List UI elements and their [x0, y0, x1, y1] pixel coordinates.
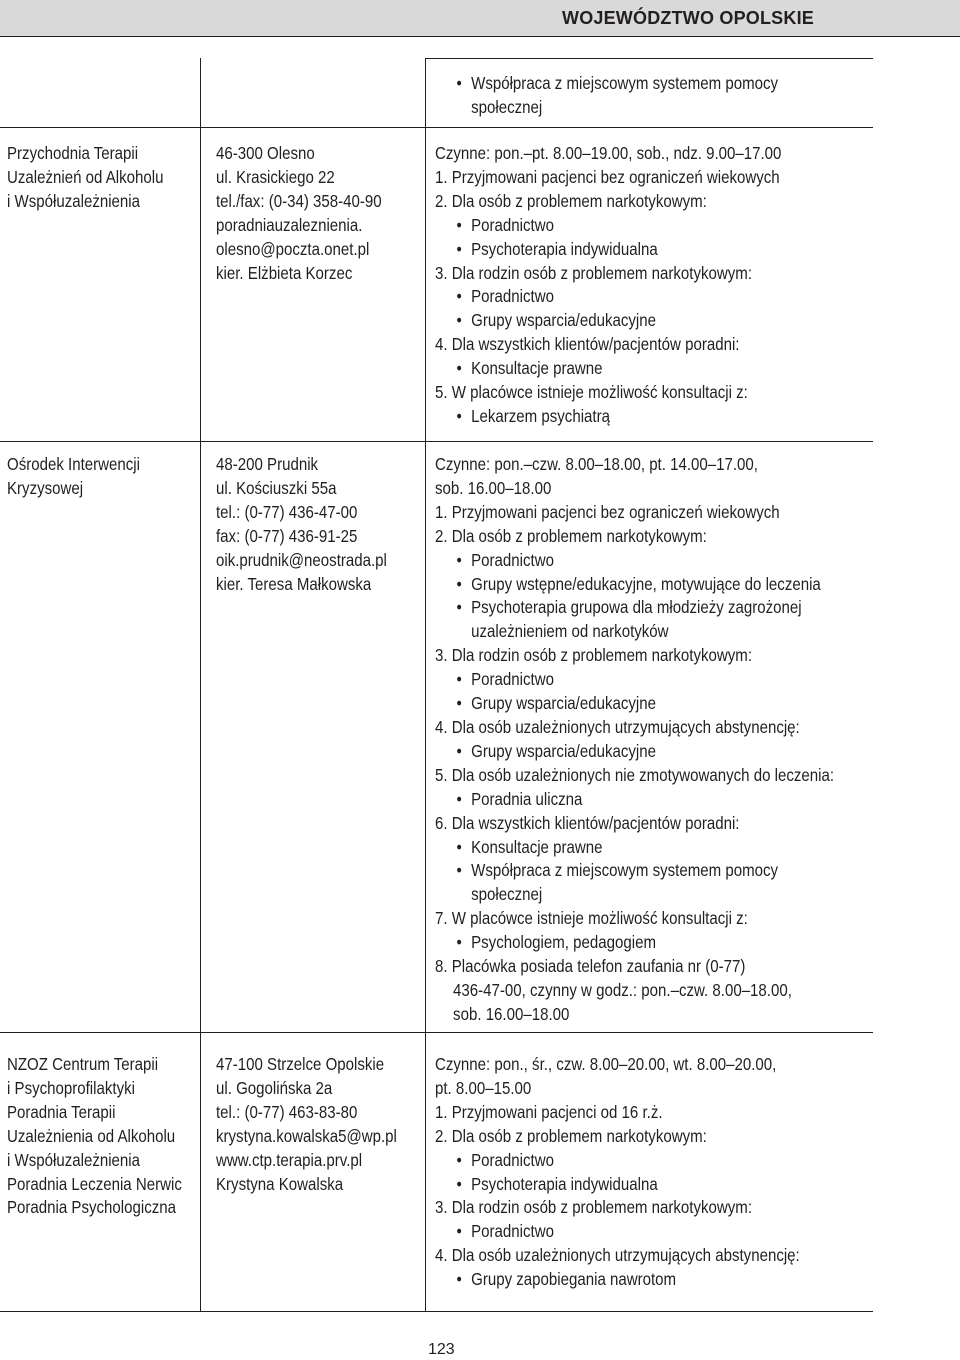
info-line: 8. Placówka posiada telefon zaufania nr (0-77): [435, 956, 746, 977]
page-header: [0, 0, 960, 37]
bullet-item: • Współpraca z miejscowym systemem pomocy: [435, 72, 778, 96]
info-line: 6. Dla wszystkich klientów/pacjentów poradni:: [435, 812, 740, 833]
table-bottom-border: [0, 1311, 873, 1312]
text-line: poradniauzaleznienia.: [216, 214, 363, 235]
text-line: Poradnia Psychologiczna: [7, 1197, 177, 1218]
bullet-item: • Psychoterapia indywidualna: [435, 1173, 800, 1197]
text-line: fax: (0-77) 436-91-25: [216, 525, 358, 546]
bullet-continuation: społecznej: [471, 884, 543, 905]
info-line: 2. Dla osób z problemem narkotykowym:: [435, 1125, 707, 1146]
text-line: i Współuzależnienia: [7, 190, 141, 211]
text-line: tel.: (0-77) 463-83-80: [216, 1101, 358, 1122]
info-line: 1. Przyjmowani pacjenci bez ograniczeń wiekowych: [435, 501, 780, 522]
bullet-item: • Poradnictwo: [435, 1149, 800, 1173]
row-divider-1: [0, 127, 873, 128]
text-line: 46-300 Olesno: [216, 143, 315, 163]
info-line: 2. Dla osób z problemem narkotykowym:: [435, 190, 707, 211]
continuation-cell: [435, 72, 834, 120]
row-divider-3: [0, 1032, 873, 1033]
info-line: 2. Dla osób z problemem narkotykowym:: [435, 525, 707, 546]
text-line: NZOZ Centrum Terapii: [7, 1054, 159, 1074]
info-line: Czynne: pon.–czw. 8.00–18.00, pt. 14.00–17.00,: [435, 454, 758, 474]
indented-line: 436-47-00, czynny w godz.: pon.–czw. 8.00–18.00,: [453, 979, 792, 1000]
bullet-item: • Grupy wstępne/edukacyjne, motywujące do leczenia: [435, 573, 834, 597]
bullet-item: • Psychologiem, pedagogiem: [435, 931, 834, 955]
entry-1-address-lines: [216, 142, 382, 285]
info-line: Czynne: pon.–pt. 8.00–19.00, sob., ndz. 9.00–17.00: [435, 143, 782, 163]
bullet-continuation: społecznej: [471, 96, 543, 117]
text-line: oik.prudnik@neostrada.pl: [216, 549, 387, 570]
info-line: 5. Dla osób uzależnionych nie zmotywowanych do leczenia:: [435, 764, 835, 785]
bullet-item: • Poradnictwo: [435, 549, 834, 573]
bullet-item: • Konsultacje prawne: [435, 836, 834, 860]
entry-3-info-lines: [435, 1053, 800, 1292]
entry-3-address-lines: [216, 1053, 397, 1196]
text-line: krystyna.kowalska5@wp.pl: [216, 1125, 397, 1146]
bullet-item: • Poradnictwo: [435, 214, 781, 238]
text-line: Ośrodek Interwencji: [7, 454, 141, 474]
bullet-item: • Grupy wsparcia/edukacyjne: [435, 740, 834, 764]
entry-2-info-lines: [435, 453, 834, 1027]
text-line: Uzależnień od Alkoholu: [7, 166, 164, 187]
text-line: ul. Kościuszki 55a: [216, 477, 337, 498]
info-line: 4. Dla wszystkich klientów/pacjentów poradni:: [435, 334, 740, 355]
text-line: Poradnia Leczenia Nerwic: [7, 1173, 182, 1194]
bullet-item: • Poradnictwo: [435, 668, 834, 692]
entry-3-name: [7, 1053, 210, 1220]
continuation-lines: [435, 72, 778, 120]
bullet-item: • Współpraca z miejscowym systemem pomocy: [435, 859, 834, 883]
bullet-item: • Psychoterapia indywidualna: [435, 238, 781, 262]
entry-1-name-lines: [7, 142, 163, 214]
text-line: www.ctp.terapia.prv.pl: [216, 1149, 363, 1170]
bullet-item: • Lekarzem psychiatrą: [435, 405, 781, 429]
text-line: Kryzysowej: [7, 477, 84, 498]
entry-2-address: [216, 453, 415, 596]
table-top-border: [425, 58, 873, 59]
entry-3-info: [435, 1053, 859, 1292]
info-line: 1. Przyjmowani pacjenci od 16 r.ż.: [435, 1101, 663, 1122]
info-line: 3. Dla rodzin osób z problemem narkotykowym:: [435, 645, 753, 666]
text-line: olesno@poczta.onet.pl: [216, 238, 370, 259]
info-line: 7. W placówce istnieje możliwość konsultacji z:: [435, 908, 748, 929]
bullet-item: • Poradnia uliczna: [435, 788, 834, 812]
info-line: pt. 8.00–15.00: [435, 1077, 532, 1098]
bullet-continuation: uzależnieniem od narkotyków: [471, 621, 669, 642]
entry-3-name-lines: [7, 1053, 182, 1220]
text-line: Uzależnienia od Alkoholu: [7, 1125, 176, 1146]
text-line: 48-200 Prudnik: [216, 454, 319, 474]
entry-2-name: [7, 453, 162, 501]
info-line: Czynne: pon., śr., czw. 8.00–20.00, wt. 8.00–20.00,: [435, 1054, 777, 1074]
text-line: ul. Gogolińska 2a: [216, 1077, 333, 1098]
info-line: sob. 16.00–18.00: [435, 477, 552, 498]
entry-1-info: [435, 142, 838, 429]
indented-line: sob. 16.00–18.00: [453, 1003, 570, 1024]
info-line: 1. Przyjmowani pacjenci bez ograniczeń wiekowych: [435, 166, 780, 187]
entry-2-name-lines: [7, 453, 140, 501]
bullet-item: • Grupy wsparcia/edukacyjne: [435, 692, 834, 716]
bullet-item: • Konsultacje prawne: [435, 357, 781, 381]
entry-2-info: [435, 453, 899, 1027]
info-line: 4. Dla osób uzależnionych utrzymujących abstynencję:: [435, 716, 800, 737]
bullet-item: • Poradnictwo: [435, 1220, 800, 1244]
bullet-item: • Psychoterapia grupowa dla młodzieży zagrożonej: [435, 596, 834, 620]
text-line: Krystyna Kowalska: [216, 1173, 344, 1194]
bullet-item: • Grupy wsparcia/edukacyjne: [435, 309, 781, 333]
text-line: kier. Teresa Małkowska: [216, 573, 372, 594]
text-line: Poradnia Terapii: [7, 1101, 116, 1122]
header-title: WOJEWÓDZTWO OPOLSKIE: [562, 8, 814, 28]
info-line: 3. Dla rodzin osób z problemem narkotykowym:: [435, 1197, 753, 1218]
bullet-item: • Grupy zapobiegania nawrotom: [435, 1268, 800, 1292]
entry-1-info-lines: [435, 142, 781, 429]
entry-1-name: [7, 142, 189, 214]
page-number: 123: [428, 1341, 455, 1358]
entry-3-address: [216, 1053, 426, 1196]
text-line: tel./fax: (0-34) 358-40-90: [216, 190, 382, 211]
text-line: kier. Elżbieta Korzec: [216, 262, 353, 283]
info-line: 5. W placówce istnieje możliwość konsultacji z:: [435, 382, 748, 403]
entry-1-address: [216, 142, 409, 285]
info-line: 4. Dla osób uzależnionych utrzymujących abstynencję:: [435, 1245, 800, 1266]
bullet-item: • Poradnictwo: [435, 285, 781, 309]
text-line: i Współuzależnienia: [7, 1149, 141, 1170]
info-line: 3. Dla rodzin osób z problemem narkotykowym:: [435, 262, 753, 283]
text-line: ul. Krasickiego 22: [216, 166, 335, 187]
text-line: Przychodnia Terapii: [7, 143, 139, 163]
row-divider-2: [0, 441, 873, 442]
text-line: i Psychoprofilaktyki: [7, 1077, 135, 1098]
entry-2-address-lines: [216, 453, 387, 596]
text-line: 47-100 Strzelce Opolskie: [216, 1054, 385, 1074]
text-line: tel.: (0-77) 436-47-00: [216, 501, 358, 522]
